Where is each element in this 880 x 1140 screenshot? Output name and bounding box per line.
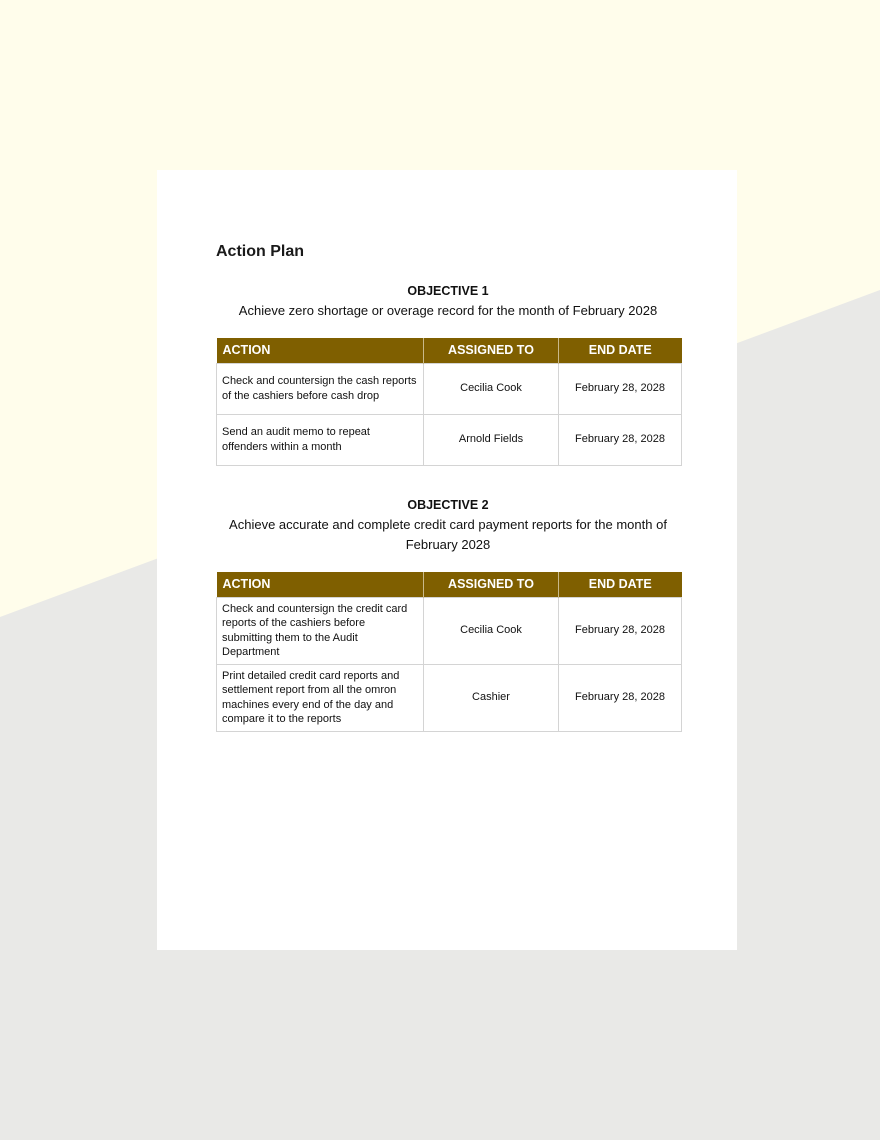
column-header-assigned-to: ASSIGNED TO — [424, 338, 559, 363]
column-header-action: ACTION — [217, 338, 424, 363]
end-date-cell: February 28, 2028 — [559, 664, 682, 731]
column-header-end-date: END DATE — [559, 338, 682, 363]
action-cell: Send an audit memo to repeat offenders within a month — [217, 414, 424, 465]
objective-1-table — [216, 338, 682, 466]
objective-2-table — [216, 572, 682, 732]
assigned-to-cell: Cecilia Cook — [424, 363, 559, 414]
assigned-to-cell: Cashier — [424, 664, 559, 731]
table-row — [217, 597, 682, 664]
objective-label: OBJECTIVE 1 — [407, 284, 489, 298]
objective-2 — [216, 495, 680, 555]
action-cell: Check and countersign the cash reports of the cashiers before cash drop — [217, 363, 424, 414]
assigned-to-cell: Arnold Fields — [424, 414, 559, 465]
document-page — [157, 170, 737, 950]
objective-1 — [216, 281, 680, 321]
action-cell: Print detailed credit card reports and settlement report from all the omron machines every end of the day and compare it to the reports — [217, 664, 424, 731]
objective-label: OBJECTIVE 2 — [407, 498, 489, 512]
column-header-action: ACTION — [217, 572, 424, 597]
table-row — [217, 414, 682, 465]
action-cell: Check and countersign the credit card reports of the cashiers before submitting them to the Audit Department — [217, 597, 424, 664]
table-header-row — [217, 572, 682, 597]
document-title: Action Plan — [216, 243, 305, 260]
end-date-cell: February 28, 2028 — [559, 363, 682, 414]
objective-description: Achieve accurate and complete credit card payment reports for the month of February 2028 — [229, 517, 667, 552]
end-date-cell: February 28, 2028 — [559, 597, 682, 664]
column-header-assigned-to: ASSIGNED TO — [424, 572, 559, 597]
table-row — [217, 664, 682, 731]
column-header-end-date: END DATE — [559, 572, 682, 597]
assigned-to-cell: Cecilia Cook — [424, 597, 559, 664]
table-row — [217, 363, 682, 414]
table-header-row — [217, 338, 682, 363]
end-date-cell: February 28, 2028 — [559, 414, 682, 465]
objective-description: Achieve zero shortage or overage record for the month of February 2028 — [238, 303, 658, 318]
